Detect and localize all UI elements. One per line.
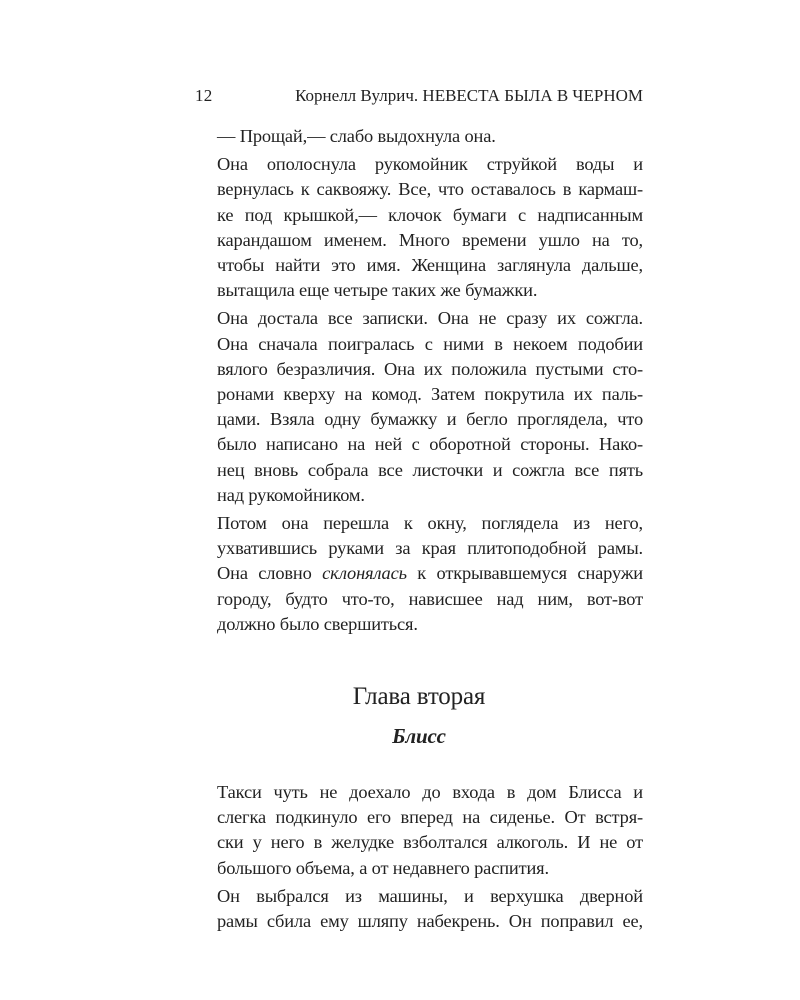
- text-line: цами. Взяла одну бумажку и бегло проглядела, что: [217, 409, 643, 430]
- text-line: Такси чуть не доехало до входа в дом Блисса и: [217, 782, 643, 803]
- text-line: чтобы найти это имя. Женщина заглянула дальше,: [217, 255, 643, 276]
- paragraph: [195, 780, 643, 881]
- text-line: над рукомойником.: [217, 484, 365, 505]
- text-fragment: к открывавшемуся снаружи: [406, 563, 643, 584]
- text-line: слегка подкинуло его вперед на сиденье. От встря-: [217, 807, 643, 828]
- text-line: ронами кверху на комод. Затем покрутила их паль-: [217, 384, 643, 405]
- paragraph: [195, 152, 643, 303]
- text-line: вернулась к саквояжу. Все, что оставалось в кармаш-: [217, 179, 643, 200]
- text-line: — Прощай,— слабо выдохнула она.: [217, 126, 496, 146]
- text-line: должно было свершиться.: [217, 613, 418, 634]
- text-line: большого объема, а от недавнего распития.: [217, 857, 549, 878]
- text-line: ски у него в желудке взболтался алкоголь. И не от: [217, 832, 643, 853]
- page-number: 12: [195, 86, 213, 105]
- chapter-subtitle: Блисс: [392, 724, 446, 749]
- text-line: вялого безразличия. Она их положила пустыми сто-: [217, 358, 643, 379]
- text-line: Она сначала поигралась с ними в некоем подобии: [217, 333, 643, 354]
- body-text: [195, 124, 643, 934]
- text-fragment: Она словно: [217, 563, 323, 584]
- text-line: было написано на ней с оборотной стороны. Нако-: [217, 434, 643, 455]
- text-line: ке под крышкой,— клочок бумаги с надписанным: [217, 204, 643, 225]
- text-line: рамы сбила ему шляпу набекрень. Он поправил ее,: [217, 911, 643, 932]
- running-header: [195, 84, 643, 110]
- text-line: нец вновь собрала все листочки и сожгла все пять: [217, 459, 643, 480]
- text-line: Он выбрался из машины, и верхушка дверной: [217, 885, 643, 906]
- text-line: карандашом именем. Много времени ушло на то,: [217, 229, 643, 250]
- text-line: [195, 561, 643, 586]
- text-line: вытащила еще четыре таких же бумажки.: [217, 280, 538, 301]
- paragraph: [195, 511, 643, 637]
- emphasized-word: склонялась: [322, 563, 407, 584]
- paragraph: [195, 124, 643, 149]
- text-line: Она достала все записки. Она не сразу их сожгла.: [217, 308, 643, 329]
- chapter-title: Глава вторая: [352, 683, 486, 711]
- running-title: Корнелл Вулрич. НЕВЕСТА БЫЛА В ЧЕРНОМ: [295, 86, 643, 105]
- text-line: Потом она перешла к окну, поглядела из него,: [217, 513, 643, 534]
- text-line: ухватившись руками за края плитоподобной рамы.: [217, 538, 643, 559]
- paragraph: [195, 306, 643, 508]
- book-page: [195, 84, 643, 934]
- text-line: городу, будто что-то, нависшее над ним, вот-вот: [217, 588, 643, 609]
- paragraph: [195, 884, 643, 934]
- text-line: Она ополоснула рукомойник струйкой воды и: [217, 154, 643, 175]
